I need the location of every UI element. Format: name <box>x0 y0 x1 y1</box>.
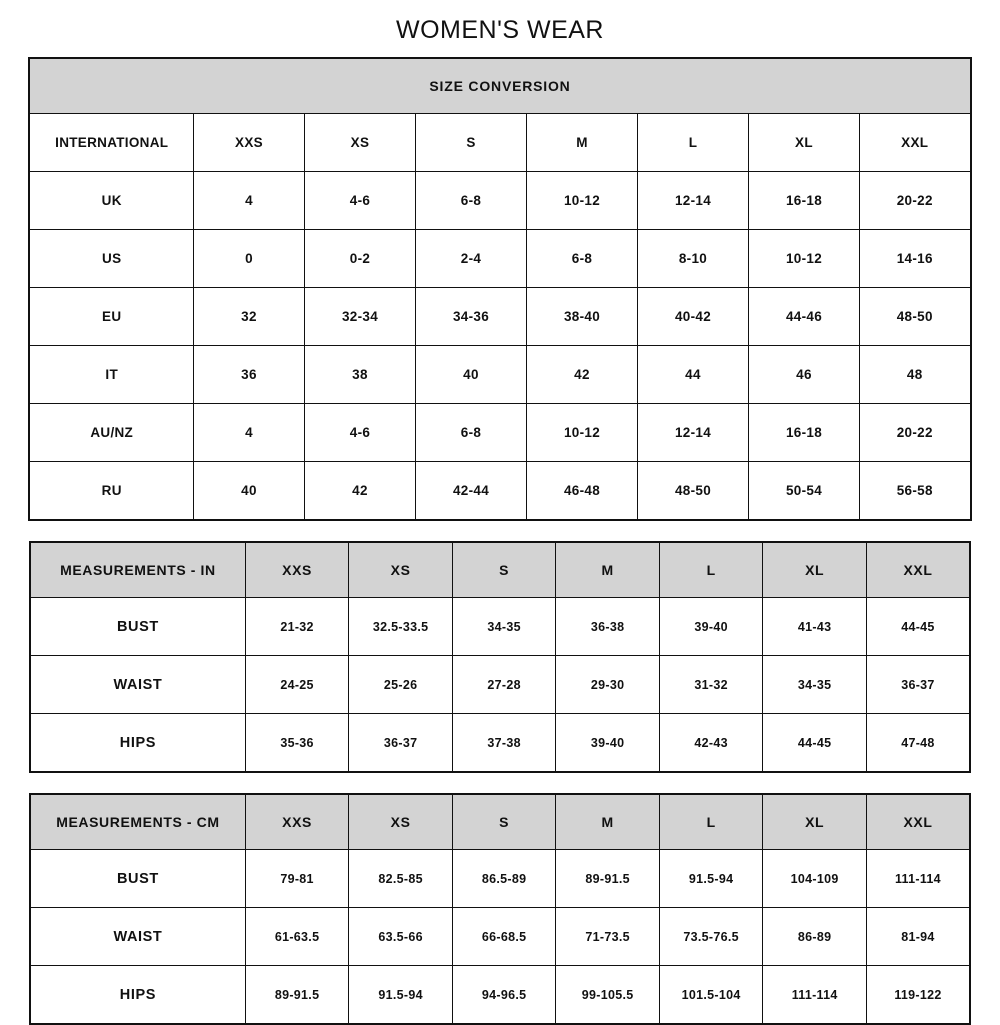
column-header-xl: XL <box>763 794 867 850</box>
table-cell: 48-50 <box>859 288 970 346</box>
row-label: WAIST <box>30 656 245 714</box>
table-cell: 4 <box>193 172 304 230</box>
table-cell: 111-114 <box>866 850 970 908</box>
table-row <box>30 908 970 966</box>
table-cell: 16-18 <box>748 404 859 462</box>
table-cell: 34-35 <box>452 598 556 656</box>
table-cell: 50-54 <box>748 462 859 521</box>
table-cell: 6-8 <box>526 230 637 288</box>
row-label: HIPS <box>30 714 245 773</box>
table-cell: 44-45 <box>763 714 867 773</box>
row-label: US <box>29 230 193 288</box>
row-label: WAIST <box>30 908 245 966</box>
table-cell: 32-34 <box>304 288 415 346</box>
column-header-s: S <box>452 794 556 850</box>
column-header-xxl: XXL <box>866 794 970 850</box>
table-cell: 40 <box>193 462 304 521</box>
table-cell: 66-68.5 <box>452 908 556 966</box>
row-label: BUST <box>30 598 245 656</box>
column-header-s: S <box>415 114 526 172</box>
size-conversion-band-label: SIZE CONVERSION <box>29 58 970 114</box>
table-cell: 34-35 <box>763 656 867 714</box>
table-cell: 44 <box>637 346 748 404</box>
column-header-xxs: XXS <box>245 794 349 850</box>
table-cell: 101.5-104 <box>659 966 763 1025</box>
table-cell: 32.5-33.5 <box>349 598 453 656</box>
table-cell: 10-12 <box>526 172 637 230</box>
table-cell: 36-38 <box>556 598 660 656</box>
column-header-xxl: XXL <box>859 114 970 172</box>
table-cell: 104-109 <box>763 850 867 908</box>
table-row <box>29 346 970 404</box>
table-cell: 86.5-89 <box>452 850 556 908</box>
table-cell: 24-25 <box>245 656 349 714</box>
table-cell: 73.5-76.5 <box>659 908 763 966</box>
table-cell: 8-10 <box>637 230 748 288</box>
table-cell: 46 <box>748 346 859 404</box>
table-cell: 39-40 <box>556 714 660 773</box>
table-cell: 40 <box>415 346 526 404</box>
table-cell: 82.5-85 <box>349 850 453 908</box>
table-cell: 38 <box>304 346 415 404</box>
table-cell: 37-38 <box>452 714 556 773</box>
table-cell: 6-8 <box>415 172 526 230</box>
table-cell: 111-114 <box>763 966 867 1025</box>
column-header-xxs: XXS <box>193 114 304 172</box>
measurements-in-table <box>29 541 971 773</box>
table-cell: 48-50 <box>637 462 748 521</box>
table-cell: 46-48 <box>526 462 637 521</box>
row-label: IT <box>29 346 193 404</box>
row-label: AU/NZ <box>29 404 193 462</box>
table-cell: 99-105.5 <box>556 966 660 1025</box>
table-cell: 0 <box>193 230 304 288</box>
table-cell: 48 <box>859 346 970 404</box>
column-header-m: M <box>556 542 660 598</box>
row-label: EU <box>29 288 193 346</box>
measurements-cm-table <box>29 793 971 1025</box>
table-row <box>29 230 970 288</box>
table-cell: 16-18 <box>748 172 859 230</box>
table-cell: 63.5-66 <box>349 908 453 966</box>
column-header-xs: XS <box>349 794 453 850</box>
column-header-xl: XL <box>763 542 867 598</box>
table-cell: 79-81 <box>245 850 349 908</box>
table-cell: 10-12 <box>748 230 859 288</box>
table-cell: 34-36 <box>415 288 526 346</box>
table-cell: 42 <box>526 346 637 404</box>
table-cell: 61-63.5 <box>245 908 349 966</box>
column-header-xl: XL <box>748 114 859 172</box>
table-row <box>30 656 970 714</box>
table-cell: 6-8 <box>415 404 526 462</box>
table-cell: 32 <box>193 288 304 346</box>
table-cell: 12-14 <box>637 404 748 462</box>
table-row <box>30 966 970 1025</box>
table-cell: 39-40 <box>659 598 763 656</box>
table-row <box>30 714 970 773</box>
row-label: BUST <box>30 850 245 908</box>
table-cell: 47-48 <box>866 714 970 773</box>
table-cell: 40-42 <box>637 288 748 346</box>
table-cell: 44-46 <box>748 288 859 346</box>
column-header-m: M <box>556 794 660 850</box>
column-header-international: INTERNATIONAL <box>29 114 193 172</box>
table-cell: 89-91.5 <box>556 850 660 908</box>
size-conversion-table <box>28 57 971 521</box>
table-cell: 0-2 <box>304 230 415 288</box>
table-cell: 94-96.5 <box>452 966 556 1025</box>
column-header-measurements-cm: MEASUREMENTS - CM <box>30 794 245 850</box>
column-header-l: L <box>637 114 748 172</box>
column-header-s: S <box>452 542 556 598</box>
table-cell: 56-58 <box>859 462 970 521</box>
table-header-row <box>29 114 970 172</box>
row-label: RU <box>29 462 193 521</box>
table-cell: 4-6 <box>304 172 415 230</box>
table-cell: 36 <box>193 346 304 404</box>
table-cell: 41-43 <box>763 598 867 656</box>
table-cell: 86-89 <box>763 908 867 966</box>
column-header-l: L <box>659 542 763 598</box>
table-row <box>29 172 970 230</box>
table-cell: 38-40 <box>526 288 637 346</box>
table-cell: 36-37 <box>866 656 970 714</box>
column-header-xs: XS <box>349 542 453 598</box>
table-cell: 81-94 <box>866 908 970 966</box>
table-row <box>30 598 970 656</box>
table-cell: 21-32 <box>245 598 349 656</box>
table-cell: 91.5-94 <box>349 966 453 1025</box>
column-header-measurements-in: MEASUREMENTS - IN <box>30 542 245 598</box>
table-cell: 119-122 <box>866 966 970 1025</box>
table-cell: 25-26 <box>349 656 453 714</box>
table-cell: 20-22 <box>859 404 970 462</box>
page-title: WOMEN'S WEAR <box>396 16 604 44</box>
table-row <box>29 462 970 521</box>
table-cell: 29-30 <box>556 656 660 714</box>
table-cell: 10-12 <box>526 404 637 462</box>
table-row <box>30 850 970 908</box>
column-header-m: M <box>526 114 637 172</box>
table-cell: 31-32 <box>659 656 763 714</box>
table-cell: 71-73.5 <box>556 908 660 966</box>
table-header-row <box>30 542 970 598</box>
column-header-xxl: XXL <box>866 542 970 598</box>
table-cell: 27-28 <box>452 656 556 714</box>
table-cell: 44-45 <box>866 598 970 656</box>
table-cell: 91.5-94 <box>659 850 763 908</box>
table-header-row <box>30 794 970 850</box>
column-header-xxs: XXS <box>245 542 349 598</box>
table-row <box>29 404 970 462</box>
table-cell: 12-14 <box>637 172 748 230</box>
table-cell: 89-91.5 <box>245 966 349 1025</box>
column-header-xs: XS <box>304 114 415 172</box>
table-cell: 14-16 <box>859 230 970 288</box>
table-cell: 35-36 <box>245 714 349 773</box>
row-label: HIPS <box>30 966 245 1025</box>
table-band-row <box>29 58 970 114</box>
column-header-l: L <box>659 794 763 850</box>
table-cell: 42-44 <box>415 462 526 521</box>
table-row <box>29 288 970 346</box>
table-cell: 4 <box>193 404 304 462</box>
table-cell: 4-6 <box>304 404 415 462</box>
table-cell: 42-43 <box>659 714 763 773</box>
table-cell: 20-22 <box>859 172 970 230</box>
row-label: UK <box>29 172 193 230</box>
table-cell: 2-4 <box>415 230 526 288</box>
table-cell: 42 <box>304 462 415 521</box>
table-cell: 36-37 <box>349 714 453 773</box>
